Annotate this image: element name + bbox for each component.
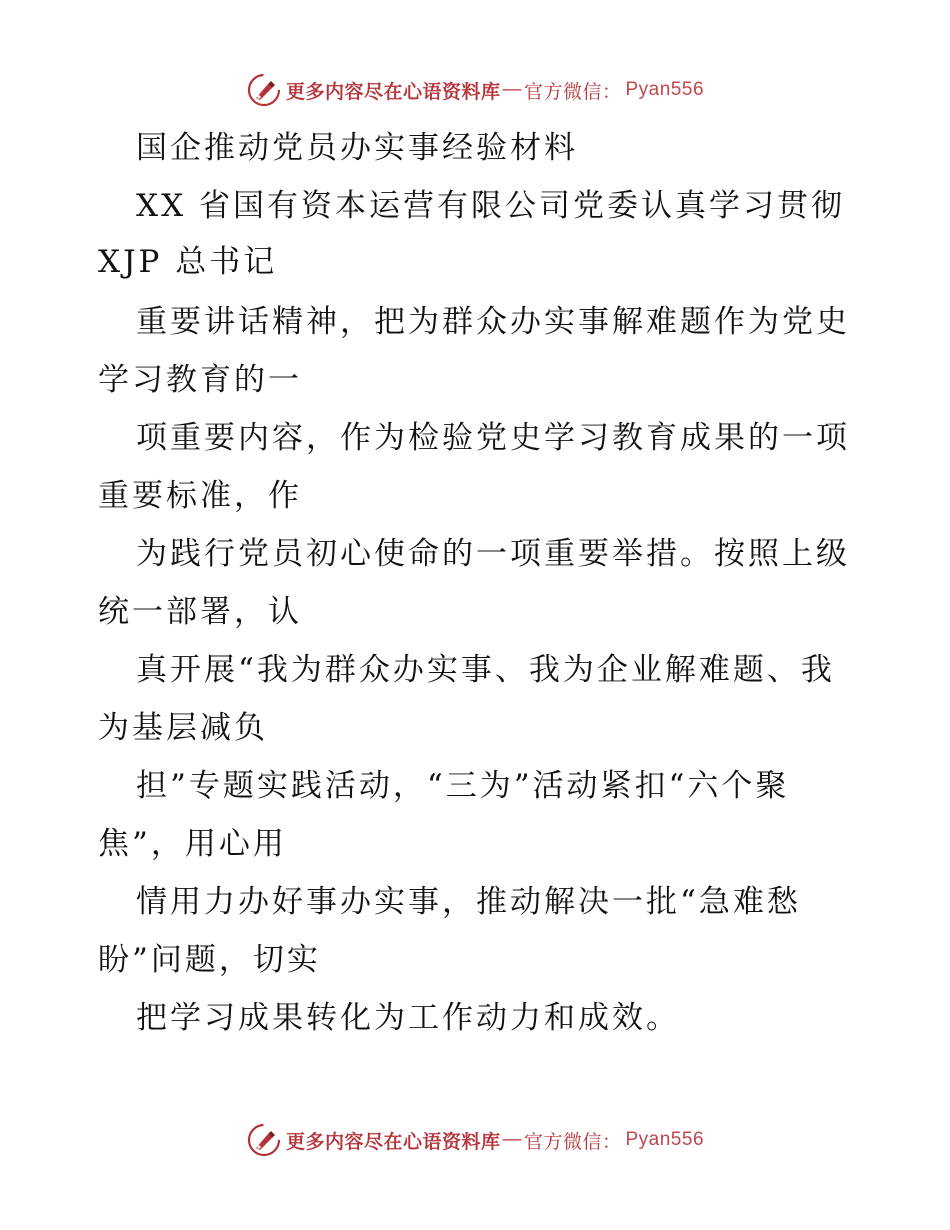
text-line: 焦”，用心用 — [98, 826, 287, 862]
text-line: 统一部署，认 — [98, 594, 302, 630]
watermark-account: Pyan556 — [625, 1129, 705, 1150]
watermark-official-label: 官方微信： — [523, 1130, 622, 1153]
pen-nib-swirl-logo-icon — [246, 72, 282, 108]
text-line: 为践行党员初心使命的一项重要举措。按照上级 — [136, 536, 850, 572]
footer-watermark — [0, 1120, 950, 1160]
text-line: 情用力办好事办实事，推动解决一批“急难愁 — [136, 884, 801, 920]
text-line: 重要标准，作 — [98, 478, 302, 514]
watermark-slogan: 更多内容尽在心语资料库 — [285, 1130, 501, 1153]
text-line: XJP 总书记 — [98, 244, 278, 280]
text-line: 为基层减负 — [98, 710, 268, 746]
text-line: 学习教育的一 — [98, 362, 302, 398]
document-title: 国企推动党员办实事经验材料 — [136, 130, 578, 166]
watermark-separator: — — [502, 79, 522, 100]
text-line: 项重要内容，作为检验党史学习教育成果的一项 — [136, 420, 850, 456]
text-line: XX 省国有资本运营有限公司党委认真学习贯彻 — [136, 188, 845, 224]
watermark-official-label: 官方微信： — [523, 80, 622, 103]
text-line: 真开展“我为群众办实事、我为企业解难题、我 — [136, 652, 835, 688]
text-line: 把学习成果转化为工作动力和成效。 — [136, 1000, 680, 1036]
watermark-separator: — — [502, 1129, 522, 1150]
watermark-slogan: 更多内容尽在心语资料库 — [285, 80, 501, 103]
text-line: 担”专题实践活动，“三为”活动紧扣“六个聚 — [136, 768, 790, 804]
watermark-account: Pyan556 — [625, 79, 705, 100]
header-watermark — [0, 70, 950, 110]
text-line: 盼”问题，切实 — [98, 942, 321, 978]
pen-nib-swirl-logo-icon — [246, 1122, 282, 1158]
text-line: 重要讲话精神，把为群众办实事解难题作为党史 — [136, 304, 850, 340]
